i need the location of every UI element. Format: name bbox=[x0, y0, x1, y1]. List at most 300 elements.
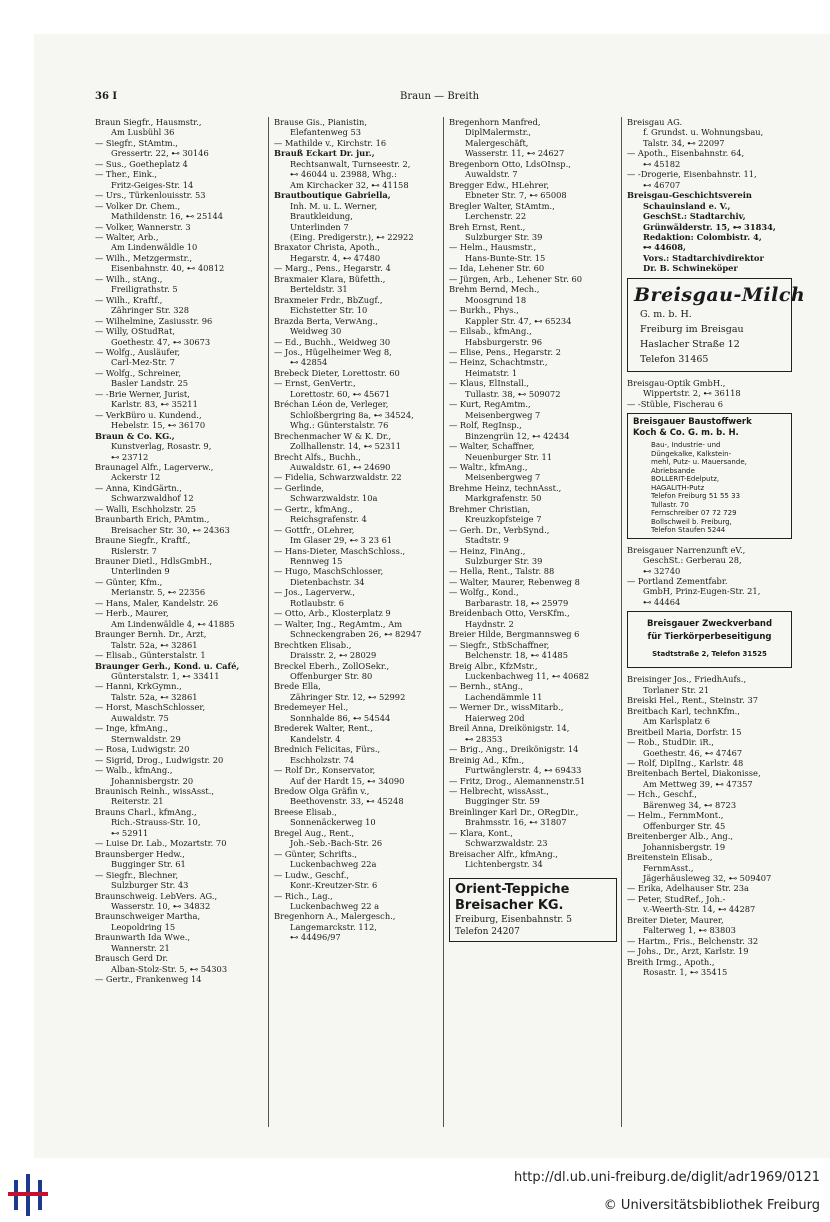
directory-entry-line: Rechtsanwalt, Turnseestr. 2, bbox=[290, 158, 411, 169]
directory-entry-line: — Ludw., Geschf., bbox=[274, 869, 349, 880]
directory-entry-line: — Gottfr., OLehrer, bbox=[274, 524, 355, 535]
directory-entry-line: Braxmaier Klara, Büfetth., bbox=[274, 273, 386, 284]
directory-entry-line: — Inge, kfmAng., bbox=[95, 723, 168, 734]
directory-entry-line: Breitenberger Alb., Ang., bbox=[627, 831, 734, 842]
directory-entry-line: Zähringer Str. 328 bbox=[111, 305, 190, 316]
directory-entry-line: Breitbeil Maria, Dorfstr. 15 bbox=[627, 726, 742, 737]
ad-line: Düngekalke, Kalkstein- bbox=[651, 449, 732, 458]
ad-line: Telefon 31465 bbox=[640, 353, 709, 365]
directory-entry-line: ⊷ 32740 bbox=[643, 565, 681, 576]
directory-entry-line: Mathildenstr. 16, ⊷ 25144 bbox=[111, 211, 224, 222]
directory-entry-line: Am Lindenwäldle 10 bbox=[111, 242, 198, 253]
ad-line: HAGALITH-Putz bbox=[651, 483, 705, 492]
directory-entry-line: Kappler Str. 47, ⊷ 65234 bbox=[465, 315, 572, 326]
ad-title: Breisgauer Baustoffwerk bbox=[633, 417, 752, 428]
directory-entry-line: Langemarckstr. 112, bbox=[290, 921, 377, 932]
directory-entry-line: GeschSt.: Stadtarchiv, bbox=[643, 211, 746, 222]
directory-entry-line: Haydnstr. 2 bbox=[465, 618, 514, 629]
directory-entry-line: DiplMalermstr., bbox=[465, 127, 532, 138]
directory-entry-line: Zollhallenstr. 14, ⊷ 52311 bbox=[290, 441, 401, 452]
ad-baustoffwerk bbox=[627, 413, 792, 539]
directory-column-1 bbox=[95, 117, 265, 1137]
directory-entry-line: Unterlinden 9 bbox=[111, 566, 170, 577]
directory-entry-line: — Günter, Kfm., bbox=[95, 576, 163, 587]
directory-entry-line: Brazda Berta, VerwAng., bbox=[274, 315, 378, 326]
directory-entry-line: Breinig Ad., Kfm., bbox=[449, 754, 525, 765]
directory-entry-line: Auf der Hardt 15, ⊷ 34090 bbox=[290, 775, 405, 786]
directory-entry-line: Haierweg 20d bbox=[465, 712, 525, 723]
directory-entry-line: Breitenstein Elisab., bbox=[627, 852, 713, 863]
directory-entry-line: Weidweg 30 bbox=[290, 326, 342, 337]
directory-entry-line: Dietenbachstr. 34 bbox=[290, 576, 365, 587]
directory-entry-line: — Walter, Ing., RegAmtm., Am bbox=[274, 618, 403, 629]
directory-entry-line: Luckenbachweg 11, ⊷ 40682 bbox=[465, 671, 590, 682]
directory-entry-line: — Johs., Dr., Arzt, Karlstr. 19 bbox=[627, 946, 749, 957]
directory-entry-line: — Horst, MaschSchlosser, bbox=[95, 702, 206, 713]
directory-entry-line: — Wolfg., Schreiner, bbox=[95, 367, 181, 378]
directory-entry-line: Grünwälderstr. 15, ⊷ 31834, bbox=[643, 221, 776, 232]
directory-entry-line: — Wolfg., Ausläufer, bbox=[95, 346, 181, 357]
directory-entry-line: Brause Gis., Pianistin, bbox=[274, 117, 368, 127]
directory-entry-line: Bredemeyer Hel., bbox=[274, 702, 349, 713]
directory-entry-line: Brehme Heinz, technAsst., bbox=[449, 482, 562, 493]
directory-entry-line: — VerkBüro u. Kundend., bbox=[95, 409, 202, 420]
directory-entry-line: (Eing. Predigerstr.), ⊷ 22922 bbox=[290, 231, 414, 242]
directory-entry-line: Breisgau-Optik GmbH., bbox=[627, 377, 726, 388]
source-url-link[interactable]: http://dl.ub.uni-freiburg.de/diglit/adr1969/0121 bbox=[513, 1170, 820, 1185]
directory-entry-line: Rennweg 15 bbox=[290, 556, 343, 567]
directory-entry-line: Sonnhalde 86, ⊷ 54544 bbox=[290, 712, 391, 723]
directory-entry-line: Reiterstr. 21 bbox=[111, 796, 164, 807]
directory-entry-line: Brauns Charl., kfmAng., bbox=[95, 806, 197, 817]
directory-entry-line: Bredow Olga Gräfin v., bbox=[274, 786, 370, 796]
directory-entry-line: Braunagel Alfr., Lagerverw., bbox=[95, 461, 214, 472]
directory-entry-line: — Willy, OStudRat, bbox=[95, 326, 175, 337]
ad-line: Telefon 24207 bbox=[455, 926, 520, 937]
directory-entry-line: Goethestr. 47, ⊷ 30673 bbox=[111, 336, 211, 347]
directory-entry-line: Brausch Gerd Dr. bbox=[95, 953, 169, 964]
directory-entry-line: Kreuzkopfsteige 7 bbox=[465, 514, 542, 525]
directory-entry-line: Am Lusbühl 36 bbox=[111, 127, 175, 138]
directory-entry-line: — Wolfg., Kond., bbox=[449, 587, 519, 598]
directory-entry-line: Kunstverlag, Rosastr. 9, bbox=[111, 441, 212, 452]
directory-entry-line: Moosgrund 18 bbox=[465, 294, 527, 305]
directory-entry-line: Breese Elisab., bbox=[274, 806, 337, 817]
directory-entry-line: Talstr. 52a, ⊷ 32861 bbox=[111, 691, 198, 702]
directory-entry-line: — Urs., Türkenlouisstr. 53 bbox=[95, 190, 206, 201]
directory-entry-line: Brautboutique Gabriella, bbox=[274, 190, 391, 201]
directory-entry-line: — Rob., StudDir. iR., bbox=[627, 737, 714, 748]
directory-entry-line: Brechtken Elisab., bbox=[274, 639, 352, 650]
directory-entry-line: Joh.-Seb.-Bach-Str. 26 bbox=[290, 838, 383, 849]
directory-entry-line: — Hugo, MaschSchlosser, bbox=[274, 566, 384, 577]
ad-line: Telefon Freiburg 51 55 33 bbox=[651, 492, 741, 501]
directory-entry-line: — Jos., Hügelheimer Weg 8, bbox=[274, 346, 392, 357]
ad-line: Telefon Staufen 5244 bbox=[651, 526, 726, 535]
directory-entry-line: Merianstr. 5, ⊷ 22356 bbox=[111, 587, 206, 598]
directory-entry-line: Schwarzwaldstr. 23 bbox=[465, 838, 548, 849]
ad-line: Bollschweil b. Freiburg, bbox=[651, 517, 732, 526]
directory-entry-line: Eschholzstr. 74 bbox=[290, 754, 355, 765]
directory-entry-line: Carl-Mez-Str. 7 bbox=[111, 357, 175, 368]
directory-entry-line: Braun & Co. KG., bbox=[95, 430, 175, 441]
directory-entry-line: Am Karlsplatz 6 bbox=[643, 716, 711, 727]
directory-entry-line: Hegarstr. 4, ⊷ 47480 bbox=[290, 252, 381, 263]
directory-entry-line: Unterlinden 7 bbox=[290, 221, 349, 232]
directory-entry-line: — Rolf Dr., Konservator, bbox=[274, 765, 376, 776]
directory-entry-line: Breisgau-Geschichtsverein bbox=[627, 190, 752, 201]
ad-line: BOLLERIT-Edelputz, bbox=[651, 475, 720, 484]
directory-column-2 bbox=[274, 117, 439, 1137]
directory-entry-line: v.-Weerth-Str. 14, ⊷ 44287 bbox=[643, 904, 756, 915]
ad-zweckverband bbox=[627, 611, 792, 668]
directory-entry-line: Breisacher Str. 30, ⊷ 24363 bbox=[111, 524, 230, 535]
directory-entry-line: Bréchan Léon de, Verleger, bbox=[274, 399, 389, 410]
directory-entry-line: Braunger Gerh., Kond. u. Café, bbox=[95, 660, 240, 671]
directory-entry-line: Braunsberger Hedw., bbox=[95, 848, 185, 859]
directory-entry-line: Bregel Aug., Rent., bbox=[274, 827, 355, 838]
directory-entry-line: Beethovenstr. 33, ⊷ 45248 bbox=[290, 796, 404, 807]
directory-entry-line: Breig Albr., KfzMstr., bbox=[449, 660, 538, 671]
directory-entry-line: — -Brie Werner, Jurist, bbox=[95, 388, 190, 399]
directory-entry-line: — Heinz, Schachtmstr., bbox=[449, 357, 548, 368]
directory-entry-line: — Siegfr., StAmtm., bbox=[95, 137, 178, 148]
directory-entry-line: — Waltr., kfmAng., bbox=[449, 461, 528, 472]
directory-entry-line: Elefantenweg 53 bbox=[290, 127, 362, 138]
directory-entry-line: Schwarzwaldstr. 10a bbox=[290, 493, 378, 504]
directory-entry-line: Rotlaubstr. 6 bbox=[290, 597, 345, 608]
ad-title: Breisacher KG. bbox=[455, 897, 564, 913]
directory-entry-line: Talstr. 52a, ⊷ 32861 bbox=[111, 639, 198, 650]
directory-entry-line: — Wilh., Kraftf., bbox=[95, 294, 163, 305]
directory-entry-line: Sonnenäckerweg 10 bbox=[290, 817, 376, 828]
ad-orient-teppiche bbox=[449, 878, 617, 942]
directory-entry-line: — Sigrid, Drog., Ludwigstr. 20 bbox=[95, 754, 224, 765]
directory-entry-line: — Walli, Eschholzstr. 25 bbox=[95, 503, 197, 514]
directory-entry-line: — Hartm., Fris., Belchenstr. 32 bbox=[627, 935, 759, 946]
directory-entry-line: — Helbrecht, wissAsst., bbox=[449, 786, 549, 796]
directory-entry-line: Schwarzwaldhof 12 bbox=[111, 493, 194, 504]
ad-title: Orient-Teppiche bbox=[455, 881, 570, 897]
directory-entry-line: Meisenbergweg 7 bbox=[465, 472, 541, 483]
directory-entry-line: — Brig., Ang., Dreikönigstr. 14 bbox=[449, 744, 579, 755]
directory-entry-line: Brednich Felicitas, Fürs., bbox=[274, 744, 381, 755]
directory-entry-line: Lorettostr. 60, ⊷ 45671 bbox=[290, 388, 391, 399]
directory-entry-line: Johannisbergstr. 19 bbox=[643, 841, 726, 852]
directory-entry-line: — Siegfr., StbSchaffner, bbox=[449, 639, 550, 650]
directory-entry-line: Braunschweiger Martha, bbox=[95, 911, 201, 922]
directory-entry-line: Fritz-Geiges-Str. 14 bbox=[111, 179, 194, 190]
directory-entry-line: Braunger Bernh. Dr., Arzt, bbox=[95, 629, 207, 640]
directory-entry-line: Sulzburger Str. 39 bbox=[465, 556, 543, 567]
directory-entry-line: Eisenbahnstr. 40, ⊷ 40812 bbox=[111, 263, 225, 274]
directory-entry-line: — Gerh. Dr., VerbSynd., bbox=[449, 524, 550, 535]
directory-entry-line: Draisstr. 2, ⊷ 28029 bbox=[290, 650, 377, 661]
column-divider bbox=[621, 117, 622, 1127]
directory-entry-line: — Luise Dr. Lab., Mozartstr. 70 bbox=[95, 838, 227, 849]
directory-entry-line: — Eilsab., kfmAng., bbox=[449, 326, 532, 337]
directory-entry-line: Whg.: Günterstalstr. 76 bbox=[290, 420, 389, 431]
directory-entry-line: Bregenhorn Manfred, bbox=[449, 117, 541, 127]
directory-entry-line: — Rolf, DiplIng., Karlstr. 48 bbox=[627, 758, 744, 768]
directory-entry-line: — Gertr., Frankenweg 14 bbox=[95, 974, 202, 985]
ad-line: Tullastr. 70 bbox=[651, 500, 689, 509]
directory-entry-line: — Werner Dr., wissMitarb., bbox=[449, 702, 564, 713]
directory-entry-line: — Walter, Maurer, Rebenweg 8 bbox=[449, 576, 580, 587]
directory-entry-line: — Helm., Hausmstr., bbox=[449, 242, 537, 253]
directory-entry-line: — Elise, Pens., Hegarstr. 2 bbox=[449, 346, 561, 357]
directory-entry-line: ⊷ 42854 bbox=[290, 357, 328, 368]
directory-entry-line: — Burkh., Phys., bbox=[449, 305, 519, 316]
directory-entry-line: Rislerstr. 7 bbox=[111, 545, 157, 556]
directory-entry-line: Falterweg 1, ⊷ 83803 bbox=[643, 925, 736, 936]
directory-entry-line: — Hans, Maler, Kandelstr. 26 bbox=[95, 597, 219, 608]
directory-entry-line: Tullastr. 38, ⊷ 509072 bbox=[465, 388, 561, 399]
directory-entry-line: — Kurt, RegAmtm., bbox=[449, 399, 531, 410]
directory-entry-line: Furtwänglerstr. 4, ⊷ 69433 bbox=[465, 765, 582, 776]
directory-entry-line: Jägerhäusleweg 32, ⊷ 509407 bbox=[643, 872, 772, 883]
directory-entry-line: Breiski Hel., Rent., Steinstr. 37 bbox=[627, 695, 759, 706]
directory-entry-line: — Jos., Lagerverw., bbox=[274, 587, 356, 598]
directory-entry-line: Lerchenstr. 22 bbox=[465, 211, 527, 222]
directory-entry-line: Breitbach Karl, technKfm., bbox=[627, 705, 740, 716]
directory-entry-line: Brautkleidung, bbox=[290, 211, 353, 222]
directory-entry-line: Breisinger Jos., FriedhAufs., bbox=[627, 674, 747, 685]
page-number: 36 I bbox=[95, 91, 118, 102]
directory-entry-line: Bregler Walter, StAmtm., bbox=[449, 200, 555, 211]
directory-entry-line: Braunisch Reinh., wissAsst., bbox=[95, 786, 215, 796]
directory-entry-line: Redaktion: Colombistr. 4, bbox=[643, 231, 762, 242]
directory-entry-line: Brauß Eckart Dr. jur., bbox=[274, 148, 375, 159]
directory-entry-line: — Anna, KindGärtn., bbox=[95, 482, 182, 493]
directory-entry-line: Braune Siegfr., Kraftf., bbox=[95, 535, 191, 546]
directory-entry-line: — Rosa, Ludwigstr. 20 bbox=[95, 744, 190, 755]
directory-column-3 bbox=[449, 117, 617, 1137]
directory-entry-line: — Volker Dr. Chem., bbox=[95, 200, 181, 211]
directory-entry-line: Am Mettweg 39, ⊷ 47357 bbox=[643, 778, 753, 789]
ad-breisgau-milch bbox=[627, 278, 806, 372]
directory-entry-line: — Gertr., kfmAng., bbox=[274, 503, 353, 514]
directory-entry-line: Breisgauer Narrenzunft eV., bbox=[627, 544, 746, 555]
directory-entry-line: Breidenbach Otto, VersKfm., bbox=[449, 608, 570, 619]
directory-entry-line: Bregenborn Otto, LdsOInsp., bbox=[449, 158, 571, 169]
ad-line: Abriebsande bbox=[651, 466, 695, 475]
directory-entry-line: — -Stüble, Fischerau 6 bbox=[627, 398, 723, 409]
directory-entry-line: Gressertr. 22, ⊷ 30146 bbox=[111, 148, 209, 159]
directory-entry-line: Schauinsland e. V., bbox=[643, 200, 731, 211]
directory-entry-line: Offenburger Str. 80 bbox=[290, 671, 373, 682]
directory-entry-line: Luckenbachweg 22 a bbox=[290, 900, 380, 911]
directory-entry-line: — Hans-Dieter, MaschSchloss., bbox=[274, 545, 406, 556]
directory-entry-line: Breisacher Alfr., kfmAng., bbox=[449, 848, 558, 859]
directory-entry-line: Offenburger Str. 45 bbox=[643, 820, 726, 831]
directory-entry-line: Reichsgrafenstr. 4 bbox=[290, 514, 367, 525]
directory-entry-line: Brehm Bernd, Mech., bbox=[449, 284, 540, 295]
directory-entry-line: ⊷ 46044 u. 23988, Whg.: bbox=[290, 169, 397, 180]
directory-entry-line: Bregger Edw., HLehrer, bbox=[449, 179, 550, 190]
directory-entry-line: Meisenbergweg 7 bbox=[465, 409, 541, 420]
directory-entry-line: Am Lindenwäldle 4, ⊷ 41885 bbox=[111, 618, 235, 629]
directory-entry-line: — Walb., kfmAng., bbox=[95, 765, 173, 776]
directory-entry-line: Breiter Dieter, Maurer, bbox=[627, 914, 724, 925]
directory-entry-line: — -Drogerie, Eisenbahnstr. 11, bbox=[627, 169, 757, 180]
directory-entry-line: Braxator Christa, Apoth., bbox=[274, 242, 380, 253]
directory-entry-line: Konr.-Kreutzer-Str. 6 bbox=[290, 880, 378, 891]
directory-entry-line: Berteldstr. 31 bbox=[290, 284, 348, 295]
directory-entry-line: Leopoldring 15 bbox=[111, 921, 176, 932]
directory-entry-line: — Mathilde v., Kirchstr. 16 bbox=[274, 137, 387, 148]
ad-line: Stadtstraße 2, Telefon 31525 bbox=[652, 650, 767, 659]
directory-entry-line: Malergeschäft, bbox=[465, 137, 529, 148]
directory-entry-line: — Herb., Maurer, bbox=[95, 608, 169, 619]
directory-entry-line: — Ernst, GenVertr., bbox=[274, 378, 356, 389]
directory-entry-line: — Apoth., Eisenbahnstr. 64, bbox=[627, 148, 745, 159]
directory-entry-line: — Otto, Arb., Klosterplatz 9 bbox=[274, 608, 391, 619]
ad-title: Breisgauer Zweckverband bbox=[646, 619, 773, 630]
directory-entry-line: — Günter, Schrifts., bbox=[274, 848, 358, 859]
directory-entry-line: — Peter, StudRef., Joh.- bbox=[627, 893, 726, 904]
directory-entry-line: Basler Landstr. 25 bbox=[111, 378, 189, 389]
directory-entry-line: — Ida, Lehener Str. 60 bbox=[449, 263, 545, 274]
directory-entry-line: — Rolf, RegInsp., bbox=[449, 420, 522, 431]
directory-entry-line: Wannerstr. 21 bbox=[111, 942, 170, 953]
directory-entry-line: — Portland Zementfabr. bbox=[627, 576, 728, 587]
directory-entry-line: Rosastr. 1, ⊷ 35415 bbox=[643, 967, 728, 978]
ad-line: Freiburg im Breisgau bbox=[640, 323, 744, 335]
directory-entry-line: Günterstalstr. 1, ⊷ 33411 bbox=[111, 671, 220, 682]
directory-entry-line: Wasserstr. 10, ⊷ 34832 bbox=[111, 900, 211, 911]
directory-entry-line: GmbH, Prinz-Eugen-Str. 21, bbox=[643, 586, 761, 597]
directory-entry-line: Bugginger Str. 61 bbox=[111, 859, 186, 870]
directory-entry-line: — Siegfr., Blechner, bbox=[95, 869, 179, 880]
directory-entry-line: Breier Hilde, Bergmannsweg 6 bbox=[449, 629, 580, 640]
page-title: Braun — Breith bbox=[400, 91, 480, 102]
directory-entry-line: — Ther., Eink., bbox=[95, 169, 158, 180]
directory-entry-line: Brahmsstr. 16, ⊷ 31807 bbox=[465, 817, 567, 828]
ad-title: für Tierkörperbeseitigung bbox=[647, 632, 772, 643]
directory-entry-line: Braunwarth Ida Wwe., bbox=[95, 932, 191, 943]
directory-entry-line: Brechenmacher W & K. Dr., bbox=[274, 430, 392, 441]
directory-entry-line: ⊷ 44608, bbox=[643, 242, 686, 253]
directory-entry-line: — Jürgen, Arb., Lehener Str. 60 bbox=[449, 273, 583, 284]
directory-entry-line: ⊷ 23712 bbox=[111, 451, 149, 462]
directory-entry-line: Breckel Eberh., ZollOSekr., bbox=[274, 660, 390, 671]
directory-entry-line: — Rich., Lag., bbox=[274, 890, 333, 901]
directory-entry-line: — Erika, Adelhauser Str. 23a bbox=[627, 883, 749, 894]
directory-entry-line: — Sus., Goetheplatz 4 bbox=[95, 158, 188, 169]
directory-entry-line: — Fidelia, Schwarzwaldstr. 22 bbox=[274, 472, 402, 483]
directory-entry-line: FernmAsst., bbox=[643, 862, 694, 873]
directory-entry-line: Ackerstr 12 bbox=[111, 472, 161, 483]
directory-entry-line: Im Glaser 29, ⊷ 3 23 61 bbox=[290, 535, 393, 546]
directory-entry-line: Hebelstr. 15, ⊷ 36170 bbox=[111, 420, 206, 431]
directory-entry-line: — Hella, Rent., Talstr. 88 bbox=[449, 566, 555, 577]
ad-title: Koch & Co. G. m. b. H. bbox=[633, 428, 739, 439]
directory-entry-line: Brederek Walter, Rent., bbox=[274, 723, 373, 734]
directory-entry-line: ⊷ 44496/97 bbox=[290, 932, 341, 943]
ad-line: Haslacher Straße 12 bbox=[640, 338, 740, 350]
directory-entry-line: Habsburgerstr. 96 bbox=[465, 336, 543, 347]
directory-entry-line: Markgrafenstr. 50 bbox=[465, 493, 542, 504]
page-header bbox=[95, 91, 690, 107]
directory-entry-line: Luckenbachweg 22a bbox=[290, 859, 377, 870]
directory-entry-line: Braunbarth Erich, PAmtm., bbox=[95, 514, 210, 525]
directory-entry-line: Wippertstr. 2, ⊷ 36118 bbox=[643, 388, 741, 399]
directory-entry-line: Torlaner Str. 21 bbox=[643, 684, 710, 695]
directory-entry-line: Bregenhorn A., Malergesch., bbox=[274, 911, 396, 922]
ad-line: mehl, Putz- u. Mauersande, bbox=[651, 458, 747, 467]
directory-entry-line: Schloßbergring 8a, ⊷ 34524, bbox=[290, 409, 414, 420]
directory-entry-line: ⊷ 46707 bbox=[643, 179, 681, 190]
directory-entry-line: Sulzburger Str. 39 bbox=[465, 231, 543, 242]
directory-entry-line: — Walter, Schaffner, bbox=[449, 441, 535, 452]
directory-entry-line: — Hch., Geschf., bbox=[627, 789, 697, 800]
directory-entry-line: Breith Irmg., Apoth., bbox=[627, 956, 715, 967]
directory-entry-line: Am Kirchacker 32, ⊷ 41158 bbox=[290, 179, 409, 190]
directory-entry-line: ⊷ 28353 bbox=[465, 733, 503, 744]
directory-entry-line: Karlstr. 83, ⊷ 35211 bbox=[111, 399, 198, 410]
directory-entry-line: Belchenstr. 18, ⊷ 41485 bbox=[465, 650, 568, 661]
directory-entry-line: Breitenbach Bertel, Diakonisse, bbox=[627, 768, 761, 779]
directory-entry-line: Brebeck Dieter, Lorettostr. 60 bbox=[274, 367, 400, 378]
directory-entry-line: — Wilh., Metzgermstr., bbox=[95, 252, 192, 263]
directory-entry-line: Stadtstr. 9 bbox=[465, 535, 509, 546]
directory-entry-line: Ebneter Str. 7, ⊷ 65008 bbox=[465, 190, 567, 201]
directory-entry-line: Bärenweg 34, ⊷ 8723 bbox=[643, 799, 737, 810]
directory-entry-line: — Marg., Pens., Hegarstr. 4 bbox=[274, 263, 391, 274]
ad-line: Bau-, Industrie- und bbox=[651, 441, 721, 450]
directory-entry-line: Breisgau AG. bbox=[627, 117, 683, 127]
directory-entry-line: Hans-Bunte-Str. 15 bbox=[465, 252, 546, 263]
directory-entry-line: — Klara, Kont., bbox=[449, 827, 513, 838]
directory-entry-line: Binzengrün 12, ⊷ 42434 bbox=[465, 430, 570, 441]
directory-entry-line: Auwaldstr. 61, ⊷ 24690 bbox=[290, 461, 391, 472]
directory-entry-line: Alban-Stolz-Str. 5, ⊷ 54303 bbox=[111, 963, 228, 974]
directory-entry-line: — Elisab., Günterstalstr. 1 bbox=[95, 650, 206, 661]
directory-entry-line: — Hanni, KrkGymn., bbox=[95, 681, 182, 692]
directory-entry-line: Freiligrathstr. 5 bbox=[111, 284, 178, 295]
column-divider bbox=[268, 117, 269, 1127]
directory-entry-line: Auwaldstr. 7 bbox=[465, 169, 518, 180]
directory-entry-line: Braun Siegfr., Hausmstr., bbox=[95, 117, 202, 127]
directory-entry-line: — Walter, Arb., bbox=[95, 231, 159, 242]
university-logo-icon bbox=[8, 1170, 48, 1220]
ad-line: Freiburg, Eisenbahnstr. 5 bbox=[455, 914, 572, 925]
directory-entry-line: — Klaus, ElInstall., bbox=[449, 378, 530, 389]
directory-entry-line: Sternwaldstr. 29 bbox=[111, 733, 181, 744]
column-divider bbox=[443, 117, 444, 1127]
directory-entry-line: — Gerlinde, bbox=[274, 482, 324, 493]
directory-entry-line: Breinlinger Karl Dr., ORegDir., bbox=[449, 806, 579, 817]
directory-entry-line: Bugginger Str. 59 bbox=[465, 796, 540, 807]
ad-brand-logo: Breisgau-Milch bbox=[634, 283, 806, 306]
directory-entry-line: ⊷ 44464 bbox=[643, 596, 681, 607]
directory-entry-line: — Ed., Buchh., Weidweg 30 bbox=[274, 336, 391, 347]
copyright-notice: © Universitätsbibliothek Freiburg bbox=[603, 1198, 820, 1213]
directory-entry-line: Vors.: Stadtarchivdirektor bbox=[643, 252, 764, 263]
directory-entry-line: Braxmeier Frdr., BbZugf., bbox=[274, 294, 383, 305]
directory-entry-line: Brede Ella, bbox=[274, 681, 321, 692]
directory-entry-line: Lachendämmle 11 bbox=[465, 691, 543, 702]
directory-entry-line: Brehmer Christian, bbox=[449, 503, 531, 514]
directory-entry-line: Barbarastr. 18, ⊷ 25979 bbox=[465, 597, 569, 608]
directory-entry-line: Heimatstr. 1 bbox=[465, 367, 518, 378]
directory-entry-line: ⊷ 45182 bbox=[643, 158, 681, 169]
directory-entry-line: ⊷ 52911 bbox=[111, 827, 149, 838]
directory-entry-line: Wasserstr. 11, ⊷ 24627 bbox=[465, 148, 565, 159]
directory-entry-line: Breil Anna, Dreikönigstr. 14, bbox=[449, 723, 570, 734]
directory-entry-line: Braunschweig. LebVers. AG., bbox=[95, 890, 218, 901]
